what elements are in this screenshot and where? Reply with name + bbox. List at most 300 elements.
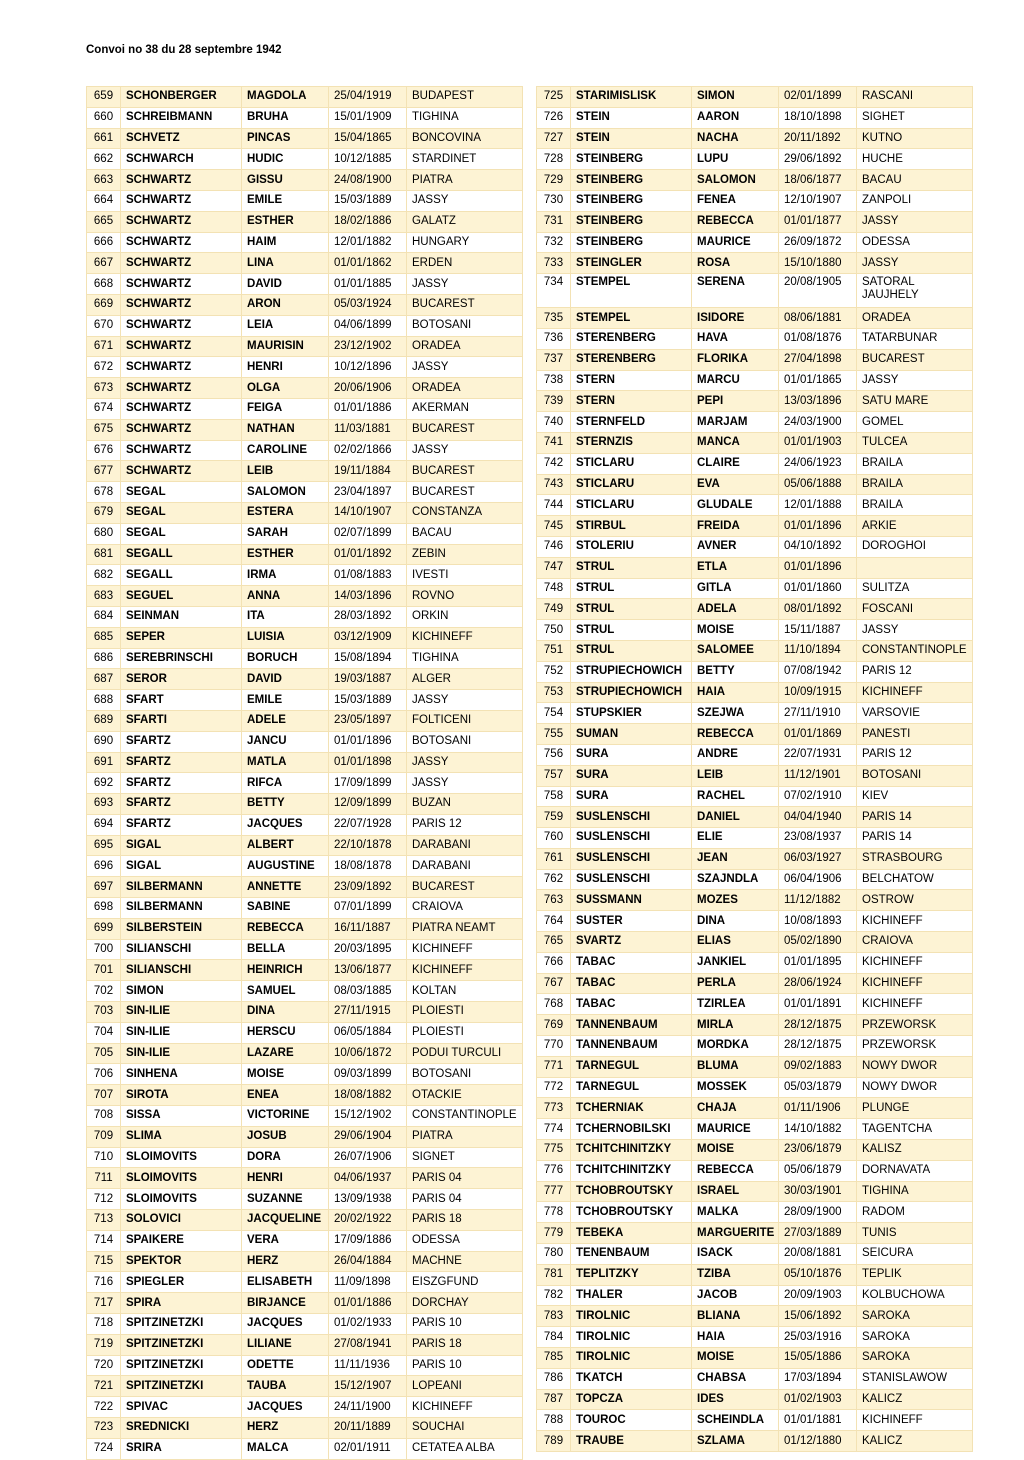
table-row [537,474,973,495]
last-name-cell: SEPER [121,627,242,648]
birth-date-cell: 01/01/1896 [779,516,857,537]
row-number-cell: 707 [87,1085,121,1106]
table-row [537,1160,973,1181]
birth-place-cell: RASCANI [857,87,973,108]
row-number-cell: 672 [87,357,121,378]
row-number-cell: 752 [537,661,571,682]
last-name-cell: SUSLENSCHI [571,869,692,890]
last-name-cell: STEINBERG [571,149,692,170]
table-row [87,731,523,752]
last-name-cell: STERN [571,391,692,412]
last-name-cell: SCHREIBMANN [121,107,242,128]
last-name-cell: TIROLNIC [571,1327,692,1348]
last-name-cell: TIROLNIC [571,1306,692,1327]
last-name-cell: STICLARU [571,453,692,474]
birth-place-cell: GOMEL [857,412,973,433]
table-row [87,773,523,794]
first-name-cell: GITLA [692,578,779,599]
table-row [87,1230,523,1251]
table-row [87,357,523,378]
birth-date-cell: 07/02/1910 [779,786,857,807]
birth-date-cell: 01/01/1903 [779,432,857,453]
first-name-cell: LINA [242,253,329,274]
first-name-cell: BLIANA [692,1306,779,1327]
last-name-cell: SUSTER [571,911,692,932]
row-number-cell: 777 [537,1181,571,1202]
first-name-cell: HAIA [692,682,779,703]
birth-date-cell: 10/09/1915 [779,682,857,703]
table-row [537,786,973,807]
table-row [537,1431,973,1452]
row-number-cell: 754 [537,703,571,724]
last-name-cell: SRIRA [121,1438,242,1459]
birth-place-cell: KALICZ [857,1431,973,1452]
table-row [537,1285,973,1306]
table-row [537,128,973,149]
first-name-cell: OLGA [242,378,329,399]
last-name-cell: SLOIMOVITS [121,1147,242,1168]
birth-date-cell: 01/01/1896 [329,731,407,752]
birth-place-cell: TULCEA [857,432,973,453]
last-name-cell: SEINMAN [121,606,242,627]
birth-date-cell: 12/10/1907 [779,190,857,211]
last-name-cell: TCHITCHINITZKY [571,1140,692,1161]
last-name-cell: SIMON [121,981,242,1002]
first-name-cell: ALBERT [242,835,329,856]
birth-place-cell: TATARBUNAR [857,328,973,349]
birth-date-cell: 26/09/1872 [779,232,857,253]
row-number-cell: 717 [87,1293,121,1314]
first-name-cell: MAURICE [692,1119,779,1140]
row-number-cell: 693 [87,794,121,815]
first-name-cell: AUGUSTINE [242,856,329,877]
birth-place-cell: BRAILA [857,495,973,516]
birth-place-cell: BOTOSANI [407,1064,523,1085]
last-name-cell: TARNEGUL [571,1077,692,1098]
row-number-cell: 671 [87,336,121,357]
first-name-cell: BIRJANCE [242,1293,329,1314]
birth-place-cell: ODESSA [407,1230,523,1251]
birth-place-cell: DORNAVATA [857,1160,973,1181]
first-name-cell: MARCU [692,370,779,391]
row-number-cell: 773 [537,1098,571,1119]
birth-date-cell: 23/08/1937 [779,828,857,849]
last-name-cell: SCHWARTZ [121,315,242,336]
table-row [537,1036,973,1057]
birth-place-cell: PODUI TURCULI [407,1043,523,1064]
birth-date-cell: 05/06/1879 [779,1160,857,1181]
birth-place-cell: PIATRA [407,1126,523,1147]
birth-date-cell: 14/10/1907 [329,502,407,523]
table-row [87,794,523,815]
first-name-cell: ESTHER [242,544,329,565]
birth-date-cell: 17/03/1894 [779,1368,857,1389]
first-name-cell: EMILE [242,690,329,711]
row-number-cell: 709 [87,1126,121,1147]
birth-place-cell: EISZGFUND [407,1272,523,1293]
birth-place-cell: CONSTANZA [407,502,523,523]
birth-date-cell: 01/01/1892 [329,544,407,565]
birth-place-cell: JASSY [407,357,523,378]
row-number-cell: 718 [87,1314,121,1335]
birth-place-cell: KOLBUCHOWA [857,1285,973,1306]
birth-date-cell: 10/12/1885 [329,149,407,170]
table-row [537,807,973,828]
row-number-cell: 780 [537,1244,571,1265]
first-name-cell: ANDRE [692,744,779,765]
table-row [537,391,973,412]
row-number-cell: 713 [87,1210,121,1231]
row-number-cell: 670 [87,315,121,336]
first-name-cell: ESTHER [242,211,329,232]
birth-place-cell: TAGENTCHA [857,1119,973,1140]
last-name-cell: STRUL [571,620,692,641]
table-row [87,232,523,253]
birth-place-cell: JASSY [857,253,973,274]
first-name-cell: REBECCA [692,1160,779,1181]
last-name-cell: TENENBAUM [571,1244,692,1265]
table-row [537,1306,973,1327]
table-row [87,107,523,128]
first-name-cell: BETTY [242,794,329,815]
birth-date-cell: 01/01/1865 [779,370,857,391]
first-name-cell: BETTY [692,661,779,682]
last-name-cell: SCHVETZ [121,128,242,149]
birth-place-cell: BONCOVINA [407,128,523,149]
table-row [537,557,973,578]
row-number-cell: 715 [87,1251,121,1272]
row-number-cell: 738 [537,370,571,391]
row-number-cell: 784 [537,1327,571,1348]
last-name-cell: TEPLITZKY [571,1264,692,1285]
row-number-cell: 755 [537,724,571,745]
row-number-cell: 698 [87,898,121,919]
last-name-cell: STEINBERG [571,170,692,191]
birth-place-cell: BUCAREST [407,294,523,315]
row-number-cell: 706 [87,1064,121,1085]
table-row [537,578,973,599]
table-row [87,939,523,960]
table-row [537,211,973,232]
last-name-cell: STARIMISLISK [571,87,692,108]
birth-date-cell: 27/11/1910 [779,703,857,724]
row-number-cell: 720 [87,1355,121,1376]
row-number-cell: 729 [537,170,571,191]
birth-date-cell: 15/04/1865 [329,128,407,149]
table-row [87,336,523,357]
row-number-cell: 669 [87,294,121,315]
birth-place-cell: ODESSA [857,232,973,253]
table-row [537,1015,973,1036]
last-name-cell: SCHWARTZ [121,211,242,232]
last-name-cell: TOUROC [571,1410,692,1431]
table-row [537,1348,973,1369]
row-number-cell: 676 [87,440,121,461]
table-row [87,981,523,1002]
birth-place-cell: PARIS 04 [407,1168,523,1189]
birth-date-cell: 12/01/1882 [329,232,407,253]
table-row [87,1043,523,1064]
birth-date-cell: 23/06/1879 [779,1140,857,1161]
row-number-cell: 703 [87,1002,121,1023]
birth-date-cell: 20/02/1922 [329,1210,407,1231]
first-name-cell: SZAJNDLA [692,869,779,890]
last-name-cell: SINHENA [121,1064,242,1085]
table-row [537,640,973,661]
birth-place-cell: FOLTICENI [407,710,523,731]
birth-place-cell: ARKIE [857,516,973,537]
row-number-cell: 724 [87,1438,121,1459]
row-number-cell: 705 [87,1043,121,1064]
birth-place-cell: BUDAPEST [407,87,523,108]
table-row [537,328,973,349]
last-name-cell: STEIN [571,128,692,149]
last-name-cell: TCHITCHINITZKY [571,1160,692,1181]
birth-date-cell: 27/03/1889 [779,1223,857,1244]
row-number-cell: 725 [537,87,571,108]
birth-date-cell: 05/03/1924 [329,294,407,315]
birth-date-cell: 27/11/1915 [329,1002,407,1023]
birth-place-cell: JASSY [857,211,973,232]
first-name-cell: SIMON [692,87,779,108]
last-name-cell: SUSLENSCHI [571,848,692,869]
last-name-cell: SEREBRINSCHI [121,648,242,669]
first-name-cell: MIRLA [692,1015,779,1036]
first-name-cell: MOISE [242,1064,329,1085]
table-row [87,149,523,170]
first-name-cell: REBECCA [692,211,779,232]
row-number-cell: 744 [537,495,571,516]
birth-place-cell: PIATRA NEAMT [407,918,523,939]
birth-place-cell: PARIS 18 [407,1210,523,1231]
last-name-cell: STERENBERG [571,328,692,349]
table-row [87,1126,523,1147]
row-number-cell: 730 [537,190,571,211]
last-name-cell: SIROTA [121,1085,242,1106]
birth-place-cell: CONSTANTINOPLE [857,640,973,661]
birth-date-cell: 20/08/1905 [779,274,857,308]
last-name-cell: SCHWARCH [121,149,242,170]
first-name-cell: MARGUERITE [692,1223,779,1244]
first-name-cell: MARJAM [692,412,779,433]
row-number-cell: 675 [87,419,121,440]
table-row [87,1418,523,1439]
deportee-table-left [86,86,523,1460]
birth-date-cell: 10/06/1872 [329,1043,407,1064]
table-row [537,149,973,170]
last-name-cell: STUPSKIER [571,703,692,724]
row-number-cell: 756 [537,744,571,765]
first-name-cell: FLORIKA [692,349,779,370]
birth-date-cell: 06/04/1906 [779,869,857,890]
first-name-cell: HAVA [692,328,779,349]
last-name-cell: SILBERMANN [121,877,242,898]
birth-date-cell: 01/01/1877 [779,211,857,232]
birth-place-cell: PARIS 12 [857,661,973,682]
birth-place-cell: JASSY [857,370,973,391]
last-name-cell: SIGAL [121,835,242,856]
birth-date-cell: 28/06/1924 [779,973,857,994]
table-row [537,349,973,370]
birth-place-cell: PARIS 04 [407,1189,523,1210]
table-row [537,869,973,890]
first-name-cell: JACQUES [242,1314,329,1335]
last-name-cell: STEIN [571,107,692,128]
table-row [87,960,523,981]
last-name-cell: STRUPIECHOWICH [571,661,692,682]
table-row [537,1140,973,1161]
last-name-cell: SFARTZ [121,773,242,794]
first-name-cell: ITA [242,606,329,627]
birth-place-cell: PARIS 18 [407,1334,523,1355]
birth-date-cell: 05/03/1879 [779,1077,857,1098]
last-name-cell: SIN-ILIE [121,1043,242,1064]
birth-date-cell: 18/08/1878 [329,856,407,877]
row-number-cell: 740 [537,412,571,433]
table-row [537,661,973,682]
table-row [537,412,973,433]
birth-place-cell: KALISZ [857,1140,973,1161]
row-number-cell: 750 [537,620,571,641]
table-row [537,1056,973,1077]
birth-date-cell: 02/02/1866 [329,440,407,461]
birth-date-cell: 09/03/1899 [329,1064,407,1085]
table-row [87,523,523,544]
birth-date-cell: 23/05/1897 [329,710,407,731]
birth-date-cell: 01/08/1876 [779,328,857,349]
last-name-cell: STRUL [571,557,692,578]
last-name-cell: SUSSMANN [571,890,692,911]
table-row [87,190,523,211]
row-number-cell: 696 [87,856,121,877]
birth-date-cell: 22/10/1878 [329,835,407,856]
birth-place-cell: TIGHINA [407,648,523,669]
first-name-cell: MATLA [242,752,329,773]
birth-date-cell: 20/09/1903 [779,1285,857,1306]
table-row [537,308,973,329]
first-name-cell: MALCA [242,1438,329,1459]
birth-date-cell: 06/05/1884 [329,1022,407,1043]
first-name-cell: ESTERA [242,502,329,523]
birth-date-cell: 04/10/1892 [779,536,857,557]
birth-place-cell: IVESTI [407,565,523,586]
last-name-cell: STRUL [571,578,692,599]
table-row [87,1397,523,1418]
table-row [537,1202,973,1223]
row-number-cell: 789 [537,1431,571,1452]
first-name-cell: HAIM [242,232,329,253]
last-name-cell: STEMPEL [571,274,692,308]
birth-place-cell: PARIS 14 [857,828,973,849]
birth-place-cell: DOROGHOI [857,536,973,557]
birth-date-cell: 16/11/1887 [329,918,407,939]
first-name-cell: ANNA [242,586,329,607]
birth-date-cell: 28/12/1875 [779,1036,857,1057]
birth-date-cell: 08/03/1885 [329,981,407,1002]
table-row [537,890,973,911]
first-name-cell: DORA [242,1147,329,1168]
table-row [87,918,523,939]
first-name-cell: ISRAEL [692,1181,779,1202]
birth-date-cell: 02/01/1899 [779,87,857,108]
birth-place-cell: VARSOVIE [857,703,973,724]
first-name-cell: NATHAN [242,419,329,440]
birth-date-cell: 01/12/1880 [779,1431,857,1452]
table-row [87,898,523,919]
first-name-cell: TZIBA [692,1264,779,1285]
birth-place-cell: KOLTAN [407,981,523,1002]
row-number-cell: 674 [87,398,121,419]
birth-date-cell: 18/08/1882 [329,1085,407,1106]
first-name-cell: VERA [242,1230,329,1251]
table-row [87,1002,523,1023]
birth-place-cell: BACAU [857,170,973,191]
first-name-cell: ADELA [692,599,779,620]
row-number-cell: 734 [537,274,571,308]
table-row [537,599,973,620]
table-row [87,87,523,108]
table-row [87,856,523,877]
last-name-cell: SIN-ILIE [121,1002,242,1023]
last-name-cell: SURA [571,744,692,765]
first-name-cell: SALOMON [242,482,329,503]
birth-place-cell: BELCHATOW [857,869,973,890]
first-name-cell: JACQUES [242,1397,329,1418]
table-row [537,1223,973,1244]
row-number-cell: 686 [87,648,121,669]
birth-place-cell: ZEBIN [407,544,523,565]
first-name-cell: PERLA [692,973,779,994]
birth-place-cell: BUCAREST [407,419,523,440]
birth-date-cell: 24/08/1900 [329,170,407,191]
birth-date-cell: 02/07/1899 [329,523,407,544]
birth-place-cell: RADOM [857,1202,973,1223]
row-number-cell: 665 [87,211,121,232]
row-number-cell: 702 [87,981,121,1002]
last-name-cell: SIN-ILIE [121,1022,242,1043]
birth-place-cell: KUTNO [857,128,973,149]
birth-date-cell: 23/09/1892 [329,877,407,898]
first-name-cell: ISIDORE [692,308,779,329]
table-row [87,502,523,523]
row-number-cell: 774 [537,1119,571,1140]
birth-place-cell: FOSCANI [857,599,973,620]
last-name-cell: SPITZINETZKI [121,1314,242,1335]
row-number-cell: 679 [87,502,121,523]
birth-place-cell: TEPLIK [857,1264,973,1285]
first-name-cell: ELIAS [692,932,779,953]
first-name-cell: AVNER [692,536,779,557]
row-number-cell: 778 [537,1202,571,1223]
last-name-cell: SCHWARTZ [121,461,242,482]
birth-place-cell: SAROKA [857,1327,973,1348]
birth-place-cell: BUCAREST [407,482,523,503]
table-row [87,835,523,856]
birth-date-cell: 27/08/1941 [329,1334,407,1355]
row-number-cell: 682 [87,565,121,586]
table-row [537,453,973,474]
birth-place-cell: PLUNGE [857,1098,973,1119]
table-row [87,627,523,648]
row-number-cell: 762 [537,869,571,890]
first-name-cell: JANCU [242,731,329,752]
row-number-cell: 753 [537,682,571,703]
birth-place-cell: BACAU [407,523,523,544]
birth-place-cell: CETATEA ALBA [407,1438,523,1459]
table-row [87,440,523,461]
birth-place-cell: SOUCHAI [407,1418,523,1439]
birth-date-cell: 26/04/1884 [329,1251,407,1272]
